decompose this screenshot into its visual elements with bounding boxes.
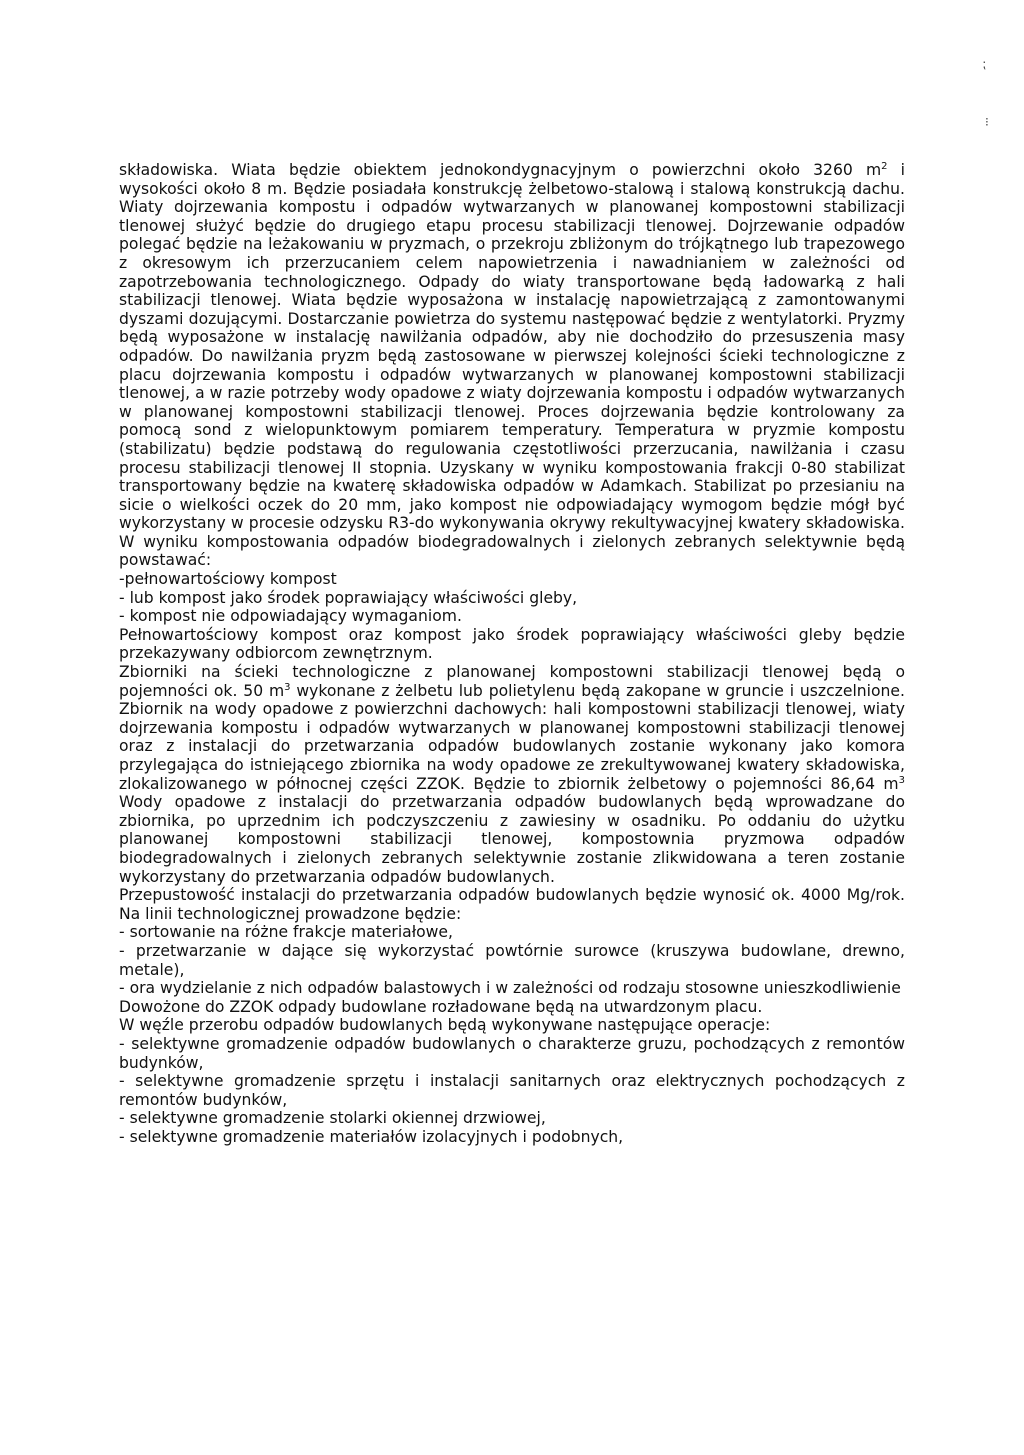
list-item: - selektywne gromadzenie stolarki okiennej drzwiowej,: [119, 1109, 546, 1128]
list-item: - ora wydzielanie z nich odpadów balastowych i w zależności od rodzaju stosowne unieszkodliwienie: [119, 979, 901, 998]
paragraph-composting-shed: [119, 161, 905, 570]
list-item: - selektywne gromadzenie sprzętu i instalacji sanitarnych oraz elektrycznych pochodzących z remontów budynków,: [119, 1072, 905, 1109]
paragraph-operations: W węźle przerobu odpadów budowlanych będą wykonywane następujące operacje:: [119, 1016, 771, 1035]
list-item: - kompost nie odpowiadający wymaganiom.: [119, 607, 462, 626]
paragraph-unloading: Dowożone do ZZOK odpady budowlane rozładowane będą na utwardzonym placu.: [119, 997, 763, 1016]
list-item: - selektywne gromadzenie odpadów budowlanych o charakterze gruzu, pochodzących z remontów budynków,: [119, 1034, 905, 1072]
list-item: - przetwarzanie w dające się wykorzystać powtórnie surowce (kruszywa budowlane, drewno, metale),: [119, 941, 905, 979]
list-item: - selektywne gromadzenie materiałów izolacyjnych i podobnych,: [119, 1127, 624, 1146]
list-item: -pełnowartościowy kompost: [119, 570, 337, 589]
text-segment: i wysokości około 8 m. Będzie posiadała konstrukcję żelbetowo-stalową i stalową konstrukcją dachu. Wiaty dojrzewania kompostu i odpadów wytwarzanych w planowanej kompostowni stabilizacji tlenowej służyć będzie do drugiego etapu procesu stabilizacji tlenowej. Dojrzewanie odpadów polegać będzie na leżakowaniu w pryzmach, o przekroju zbliżonym do trójkątnego lub trapezowego z okresowym ich przerzucaniem celem napowietrzenia i nawadnianiem w zależności od zapotrzebowania technologicznego. Odpady do wiaty transportowane będą ładowarką z hali stabilizacji tlenowej. Wiata będzie wyposażona w instalację napowietrzającą z zamontowanymi dyszami dozującymi. Dostarczanie powietrza do systemu następować będzie z wentylatorki. Pryzmy będą wyposażone w instalację nawilżania odpadów, aby nie dochodziło do przesuszenia masy odpadów. Do nawilżania pryzm będą zastosowane w pierwszej kolejności ścieki technologiczne z placu dojrzewania kompostu i odpadów wytwarzanych w planowanej kompostowni stabilizacji tlenowej, a w razie potrzeby wody opadowe z wiaty dojrzewania kompostu i odpadów wytwarzanych w planowanej kompostowni stabilizacji tlenowej. Proces dojrzewania będzie kontrolowany za pomocą sond z wielopunktowym pomiarem temperatury. Temperatura w pryzmie kompostu (stabilizatu) będzie podstawą do regulowania częstotliwości przerzucania, nawilżania i czasu procesu stabilizacji tlenowej II stopnia. Uzyskany w wyniku kompostowania frakcji 0-80 stabilizat transportowany będzie na kwaterę składowiska odpadów w Adamkach. Stabilizat po przesianiu na sicie o wielkości oczek do 20 mm, jako kompost nie odpowiadający wymogom będzie mógł być wykorzystany w procesie odzysku R3-do wykonywania okrywy rekultywacyjnej kwatery składowiska. W wyniku kompostowania odpadów biodegradowalnych i zielonych zebranych selektywnie będą powstawać:: [119, 161, 905, 570]
scan-speck-mark: ⁝: [985, 115, 989, 129]
list-item: - lub kompost jako środek poprawiający właściwości gleby,: [119, 588, 578, 607]
paragraph-capacity: Przepustowość instalacji do przetwarzania odpadów budowlanych będzie wynosić ok. 4000 Mg/rok. Na linii technologicznej prowadzone będzie:: [119, 886, 905, 923]
superscript: 3: [898, 774, 905, 786]
paragraph-compost-transfer: Pełnowartościowy kompost oraz kompost jako środek poprawiający właściwości gleby będzie przekazywany odbiorcom zewnętrznym.: [119, 625, 905, 663]
text-segment: składowiska. Wiata będzie obiektem jednokondygnacyjnym o powierzchni około 3260 m: [119, 161, 882, 179]
text-segment: wykonane z żelbetu lub polietylenu będą zakopane w gruncie i uszczelnione. Zbiornik na wody opadowe z powierzchni dachowych: hali kompostowni stabilizacji tlenowej, wiaty dojrzewania kompostu i odpadów wytwarzanych w planowanej kompostowni stabilizacji tlenowej oraz z instalacji do przetwarzania odpadów budowlanych zostanie wykonany jako komora przylegająca do istniejącego zbiornika na wody opadowe ze zrekultywowanej kwatery składowiska, zlokalizowanego w północnej części ZZOK. Będzie to zbiornik żelbetowy o pojemności 86,64 m: [119, 681, 905, 793]
text-segment: Wody opadowe z instalacji do przetwarzania odpadów budowlanych będą wprowadzane do zbiornika, po uprzednim ich podczyszczeniu z zawiesiny w osadniku. Po oddaniu do użytku planowanej kompostowni stabilizacji tlenowej, kompostownia pryzmowa odpadów biodegradowalnych i zielonych zebranych selektywnie zostanie zlikwidowana a teren zostanie wykorzystany do przetwarzania odpadów budowlanych.: [119, 793, 905, 886]
list-item: - sortowanie na różne frakcje materiałowe,: [119, 923, 453, 942]
paragraph-tanks: [119, 663, 905, 886]
superscript: 2: [881, 160, 888, 172]
text-segment: Zbiorniki na ścieki technologiczne z planowanej kompostowni stabilizacji tlenowej będą o pojemności ok. 50 m: [119, 663, 905, 700]
superscript: 3: [284, 681, 291, 693]
scan-speck-mark: ⁏: [982, 57, 987, 71]
document-body: [119, 161, 905, 1146]
